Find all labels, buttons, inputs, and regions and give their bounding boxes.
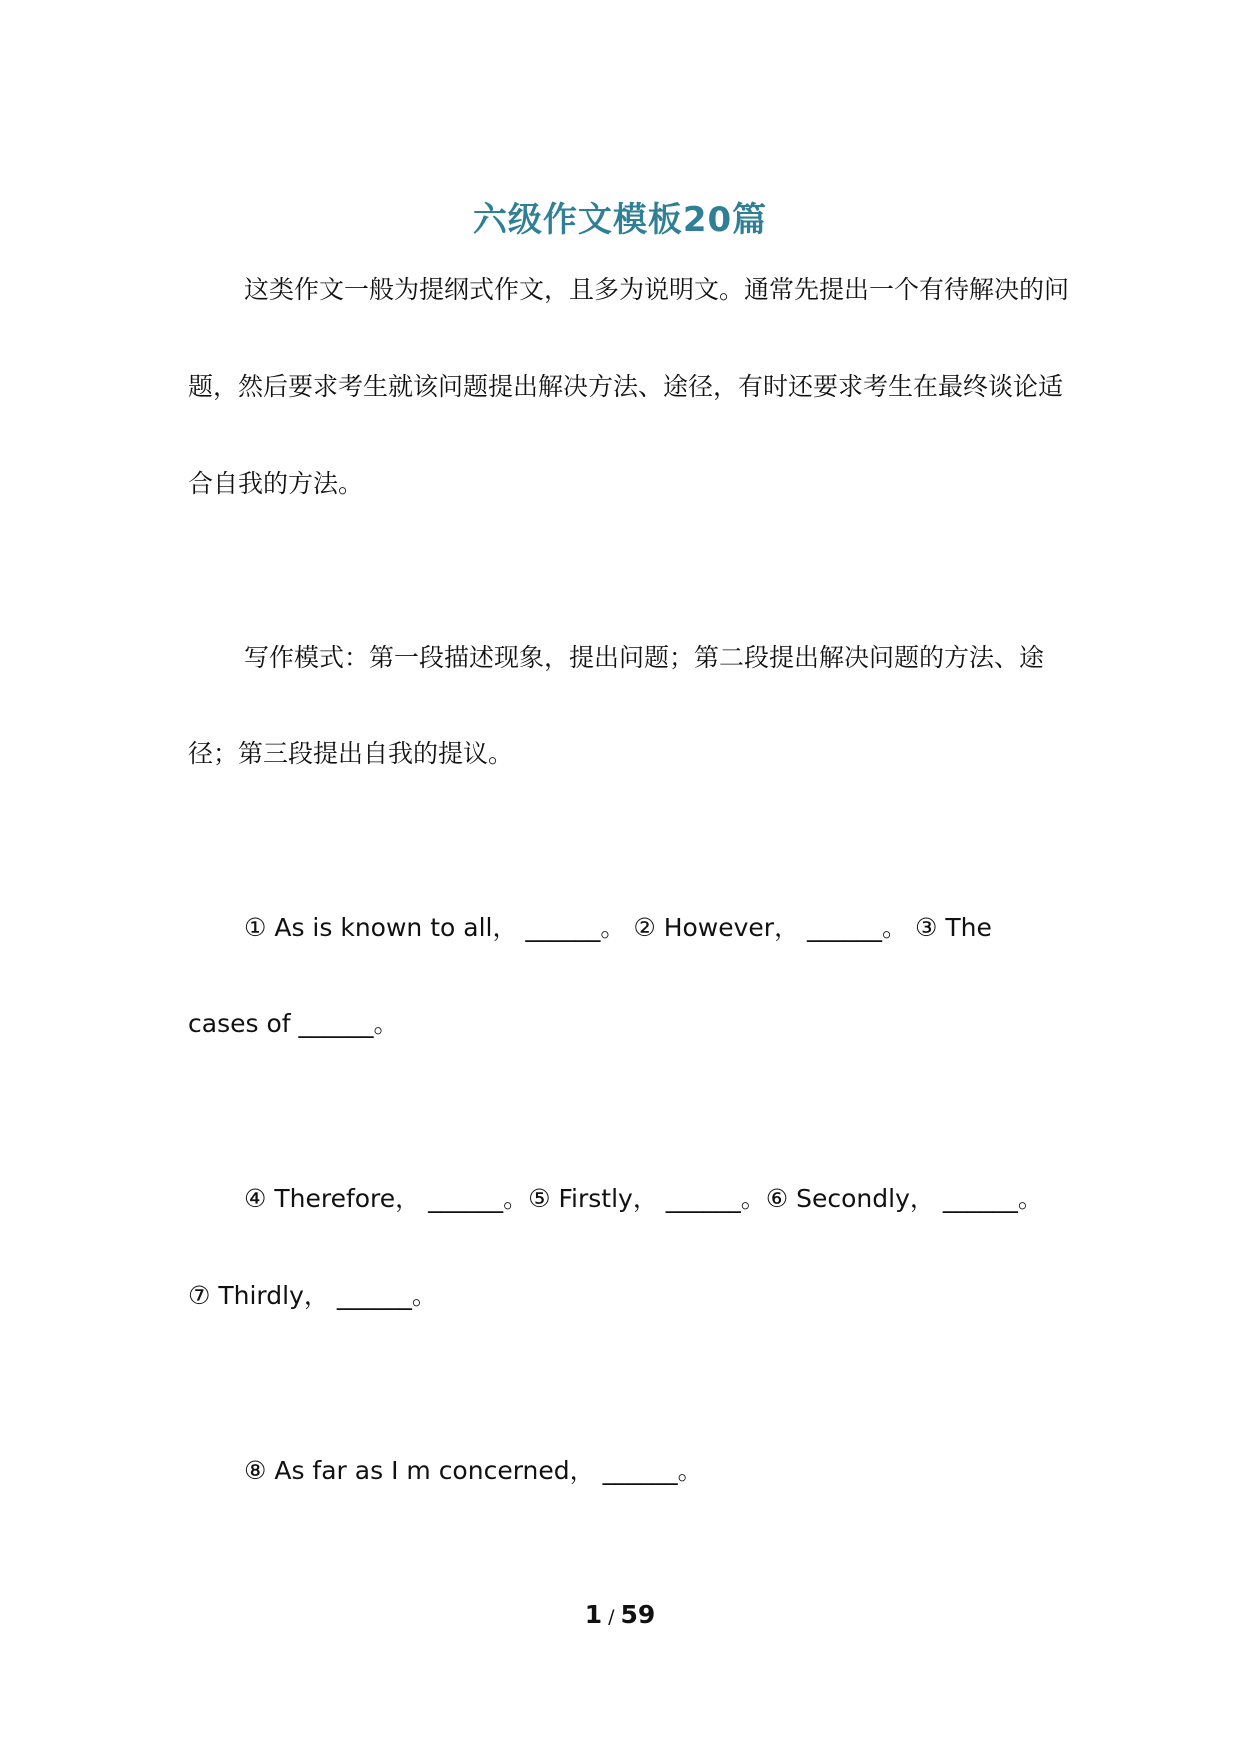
intro-line-3: 合自我的方法。: [188, 469, 364, 498]
template-line-1: ① As is known to all， ______。 ② However， ______。 ③ The: [244, 913, 992, 942]
page-separator: /: [608, 1606, 615, 1628]
intro-line-2: 题，然后要求考生就该问题提出解决方法、途径，有时还要求考生在最终谈论适: [188, 372, 1064, 401]
template-line-4: ⑦ Thirdly， ______。: [188, 1281, 437, 1310]
page-number: [0, 1597, 1240, 1635]
intro-line-1: 这类作文一般为提纲式作文，且多为说明文。通常先提出一个有待解决的问: [244, 275, 1070, 304]
document-title: 六级作文模板20篇: [472, 200, 768, 240]
mode-line-2: 径；第三段提出自我的提议。: [188, 739, 514, 768]
total-pages: 59: [620, 1600, 656, 1629]
mode-line-1: 写作模式：第一段描述现象，提出问题；第二段提出解决问题的方法、途: [244, 643, 1045, 672]
template-line-5: ⑧ As far as I m concerned， ______。: [244, 1456, 703, 1485]
template-line-2: cases of ______。: [188, 1009, 399, 1038]
current-page: 1: [584, 1600, 603, 1629]
template-line-3: ④ Therefore， ______。⑤ Firstly， ______。⑥ Secondly， ______。: [244, 1184, 1043, 1213]
